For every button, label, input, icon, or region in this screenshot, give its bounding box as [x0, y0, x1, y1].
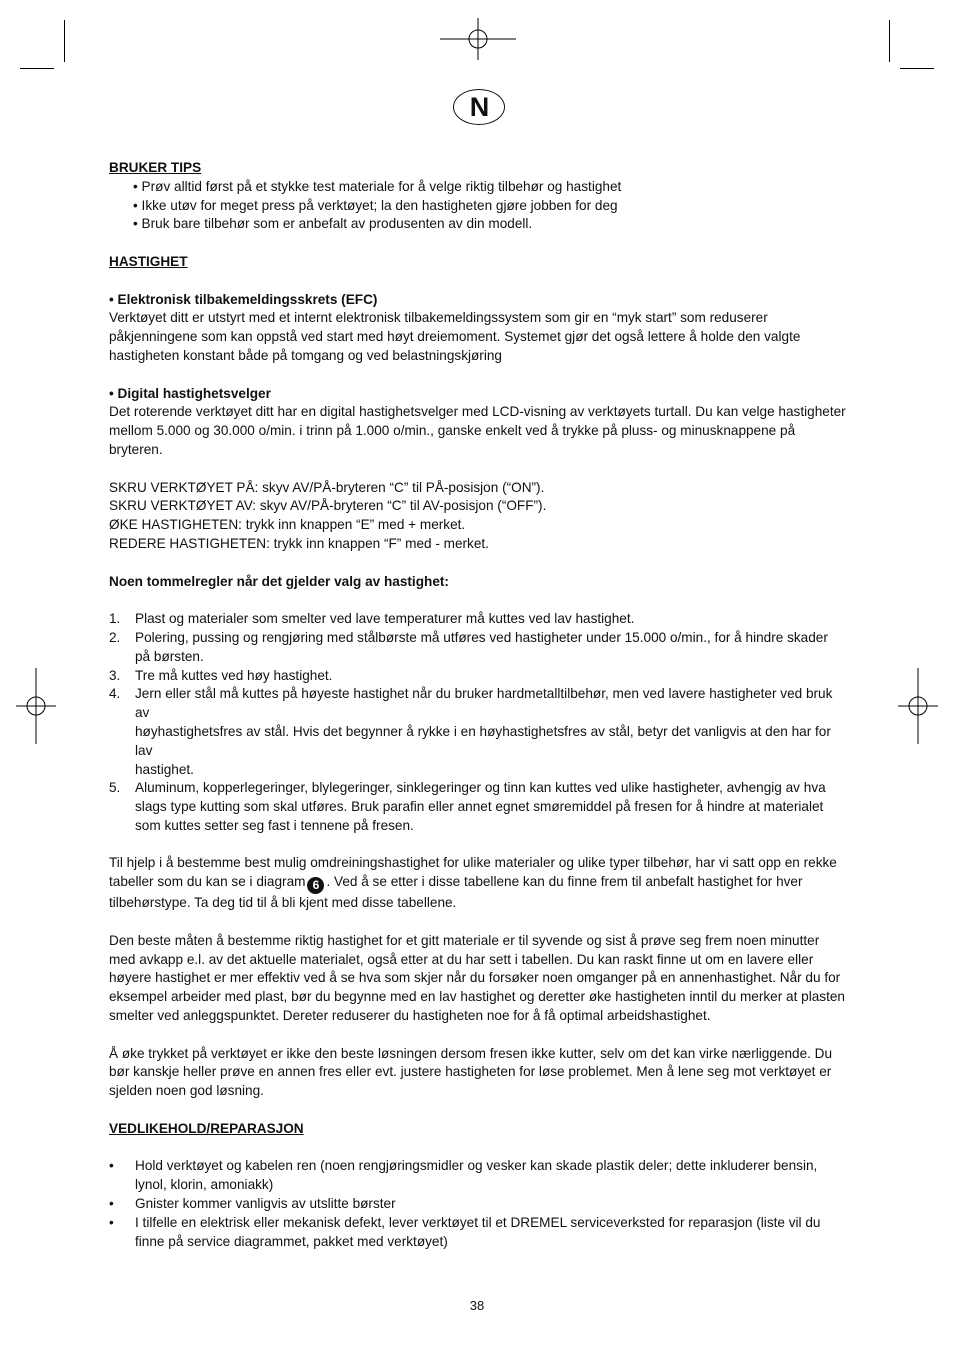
text-line: smelter ved anleggspunktet. Dereter reduserer du hastigheten noe for å få optimal arbeidshastighet.	[109, 1007, 711, 1023]
crop-mark-top-left-vertical	[64, 20, 65, 62]
crop-mark-top-right-horizontal	[900, 68, 934, 69]
registration-mark-right-icon	[898, 668, 938, 744]
text-line: Verktøyet ditt er utstyrt med et internt elektronisk tilbakemeldingssystem som gir en “myk start” som reduserer	[109, 310, 768, 326]
list-item: 3. Tre må kuttes ved høy hastighet.	[109, 667, 333, 683]
efc-title: • Elektronisk tilbakemeldingsskrets (EFC)	[109, 291, 378, 307]
text-line: SKRU VERKTØYET AV: skyv AV/PÅ-bryteren “C” til AV-posisjon (“OFF”).	[109, 498, 547, 514]
text-line: Den beste måten å bestemme riktig hastighet for et gitt materiale er til syvende og sist å prøve seg frem noen minutter	[109, 932, 820, 948]
registration-mark-top-icon	[440, 18, 516, 60]
list-item: • Hold verktøyet og kabelen ren (noen rengjøringsmidler og vesker kan skade plastik deler; dette inkluderer bensin, lynol, klorin, amoniakk)	[109, 1158, 818, 1193]
rules-list	[109, 610, 849, 836]
list-item: 4. Jern eller stål må kuttes på høyeste hastighet når du bruker hardmetalltilbehør, men ved lavere hastigheter ved bruk av høyhastighetsfres av stål. Hvis det begynner å rykke i en høyhastighetsfres av stål, betyr det vanligvis at den har for lav hastighet.	[109, 686, 833, 777]
crop-mark-top-right-vertical	[889, 20, 890, 62]
document-body	[109, 159, 849, 1251]
best-way-paragraph	[109, 932, 849, 1026]
text-line: bryteren.	[109, 441, 163, 457]
rules-title: Noen tommelregler når det gjelder valg av hastighet:	[109, 573, 449, 589]
efc-paragraph	[109, 309, 849, 365]
list-item: • Prøv alltid først på et stykke test materiale for å velge riktig tilbehør og hastighet	[133, 178, 849, 197]
maintenance-heading: VEDLIKEHOLD/REPARASJON	[109, 1120, 304, 1136]
list-item: • Ikke utøv for meget press på verktøyet; la den hastigheten gjøre jobben for deg	[133, 197, 849, 216]
digital-paragraph	[109, 403, 849, 459]
text-line: Det roterende verktøyet ditt har en digital hastighetsvelger med LCD-visning av verktøyets turtall. Du kan velge hastigheter	[109, 404, 846, 420]
text-line: Å øke trykket på verktøyet er ikke den beste løsningen dersom fresen ikke kutter, selv om det kan virke nærliggende. Du	[109, 1045, 833, 1061]
speed-heading: HASTIGHET	[109, 253, 188, 269]
text-line: høyere hastighet er mer effektiv ved å se hva som skjer når du forsøker noen omganger på en annenhastighet. Når du for	[109, 970, 841, 986]
list-item: 5. Aluminum, kopperlegeringer, blylegeringer, sinklegeringer og tinn kan kuttes ved ulike hastigheter, avhengig av hva slags type kutting som skal utføres. Bruk parafin eller annet egnet smøremiddel på fresen for å hindre at materialet som kuttes setter seg fast i tennene på fresen.	[109, 780, 826, 833]
text-line: hastigheten konstant både på tomgang og ved belastningskjøring	[109, 347, 502, 363]
controls-paragraph	[109, 479, 849, 554]
text-line: tabeller som du kan se i diagram 6 . Ved å se etter i disse tabellene kan du finne frem til anbefalt hastighet for hver	[109, 874, 803, 893]
digital-title: • Digital hastighetsvelger	[109, 385, 271, 401]
text-line: Til hjelp i å bestemme best mulig omdreiningshastighet for ulike materialer og ulike typer tilbehør, har vi satt opp en rekke	[109, 855, 837, 871]
text-line: SKRU VERKTØYET PÅ: skyv AV/PÅ-bryteren “C” til PÅ-posisjon (“ON”).	[109, 479, 545, 495]
text-line: tilbehørstype. Ta deg tid til å bli kjent med disse tabellene.	[109, 895, 457, 911]
list-item: • Bruk bare tilbehør som er anbefalt av produsenten av din modell.	[133, 215, 849, 234]
tips-list	[109, 178, 849, 234]
maintenance-list	[109, 1157, 849, 1251]
crop-mark-top-left-horizontal	[20, 68, 54, 69]
tips-heading: BRUKER TIPS	[109, 160, 202, 175]
tables-paragraph	[109, 854, 849, 912]
text-line: mellom 5.000 og 30.000 o/min. i trinn på 1.000 o/min., ganske enkelt ved å trykke på pluss- og minusknappene på	[109, 423, 796, 439]
list-item: 1. Plast og materialer som smelter ved lave temperaturer må kuttes ved lav hastighet.	[109, 611, 635, 627]
list-item: 2. Polering, pussing og rengjøring med stålbørste må utføres ved hastigheter under 15.000 o/min., for å hindre skader på børsten.	[109, 629, 828, 664]
page-number: 38	[469, 1298, 485, 1313]
language-badge: N	[453, 89, 505, 125]
pressure-paragraph	[109, 1045, 849, 1101]
list-item: • I tilfelle en elektrisk eller mekanisk defekt, lever verktøyet til et DREMEL serviceverksted for reparasjon (liste vil du finne på service diagrammet, pakket med verktøyet)	[109, 1214, 821, 1249]
text-line: ØKE HASTIGHETEN: trykk inn knappen “E” med + merket.	[109, 517, 466, 533]
text-line: bør kanskje heller prøve en annen fres eller evt. justere hastigheten for løse problemet. Men å lene seg mot verktøyet er	[109, 1064, 832, 1080]
text-line: REDERE HASTIGHETEN: trykk inn knappen “F” med - merket.	[109, 535, 489, 551]
list-item: • Gnister kommer vanligvis av utslitte børster	[109, 1195, 396, 1211]
diagram-number-badge: 6	[307, 877, 324, 894]
registration-mark-left-icon	[16, 668, 56, 744]
text-line: med avkapp e.l. av det aktuelle materialet, også etter at du har sett i tabellen. Du kan raskt finne ut om en lavere eller	[109, 951, 814, 967]
text-line: eksempel arbeider med plast, bør du begynne med en lav hastighet og deretter øke hastigheten inntil du merker at plasten	[109, 989, 845, 1005]
text-line: sjelden noen god løsning.	[109, 1083, 264, 1099]
text-line: påkjenningene som kan oppstå ved start med høyt dreiemoment. Systemet gjør det også lettere å holde den valgte	[109, 329, 801, 345]
